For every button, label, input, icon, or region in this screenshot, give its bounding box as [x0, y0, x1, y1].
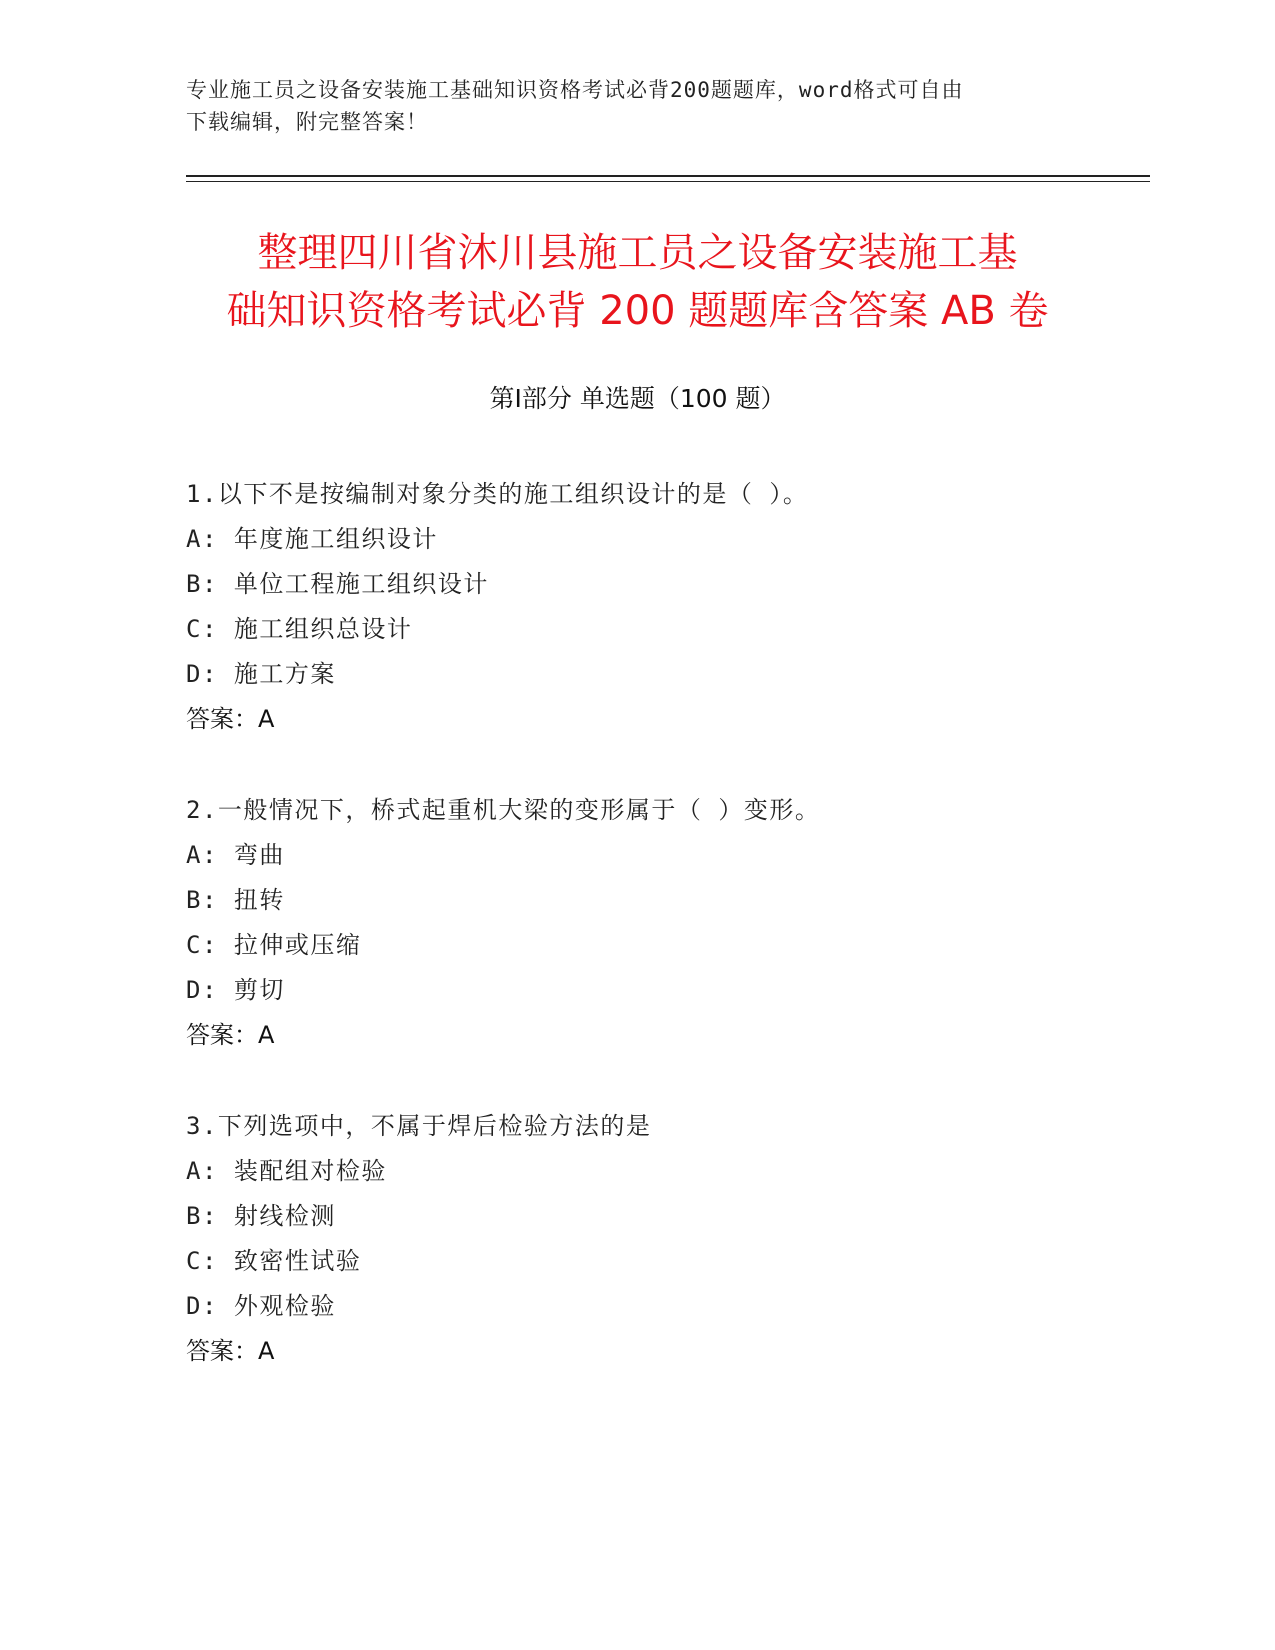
document-title-line-2: 础知识资格考试必背 200 题题库含答案 AB 卷 — [226, 288, 1049, 334]
question-answer: 答案：A — [186, 1337, 275, 1365]
header-divider-thick — [186, 175, 1150, 177]
question-list — [186, 472, 1106, 1420]
option-d: D: 外观检验 — [186, 1292, 336, 1320]
option-a: A: 年度施工组织设计 — [186, 525, 438, 553]
document-title-line-1: 整理四川省沐川县施工员之设备安装施工基 — [257, 230, 1018, 276]
header-note-line-2: 下载编辑，附完整答案！ — [186, 110, 428, 134]
option-b: B: 射线检测 — [186, 1202, 336, 1230]
question-stem: 1.以下不是按编制对象分类的施工组织设计的是（ ）。 — [186, 480, 809, 508]
question-stem: 2.一般情况下，桥式起重机大梁的变形属于（ ）变形。 — [186, 796, 821, 824]
question-answer: 答案：A — [186, 1021, 275, 1049]
question-answer: 答案：A — [186, 705, 275, 733]
option-b: B: 单位工程施工组织设计 — [186, 570, 489, 598]
section-heading: 第Ⅰ部分 单选题（100 题） — [489, 384, 786, 413]
option-c: C: 拉伸或压缩 — [186, 931, 362, 959]
question-3 — [186, 1104, 1106, 1374]
header-note — [186, 74, 1086, 138]
header-note-line-1: 专业施工员之设备安装施工基础知识资格考试必背200题题库，word格式可自由 — [186, 78, 964, 102]
document-title — [160, 224, 1115, 340]
option-a: A: 装配组对检验 — [186, 1157, 387, 1185]
question-2 — [186, 788, 1106, 1058]
option-c: C: 致密性试验 — [186, 1247, 362, 1275]
header-divider-thin — [186, 181, 1150, 182]
option-a: A: 弯曲 — [186, 841, 285, 869]
option-c: C: 施工组织总设计 — [186, 615, 413, 643]
option-b: B: 扭转 — [186, 886, 285, 914]
option-d: D: 剪切 — [186, 976, 285, 1004]
option-d: D: 施工方案 — [186, 660, 336, 688]
question-1 — [186, 472, 1106, 742]
question-stem: 3.下列选项中，不属于焊后检验方法的是 — [186, 1112, 652, 1140]
